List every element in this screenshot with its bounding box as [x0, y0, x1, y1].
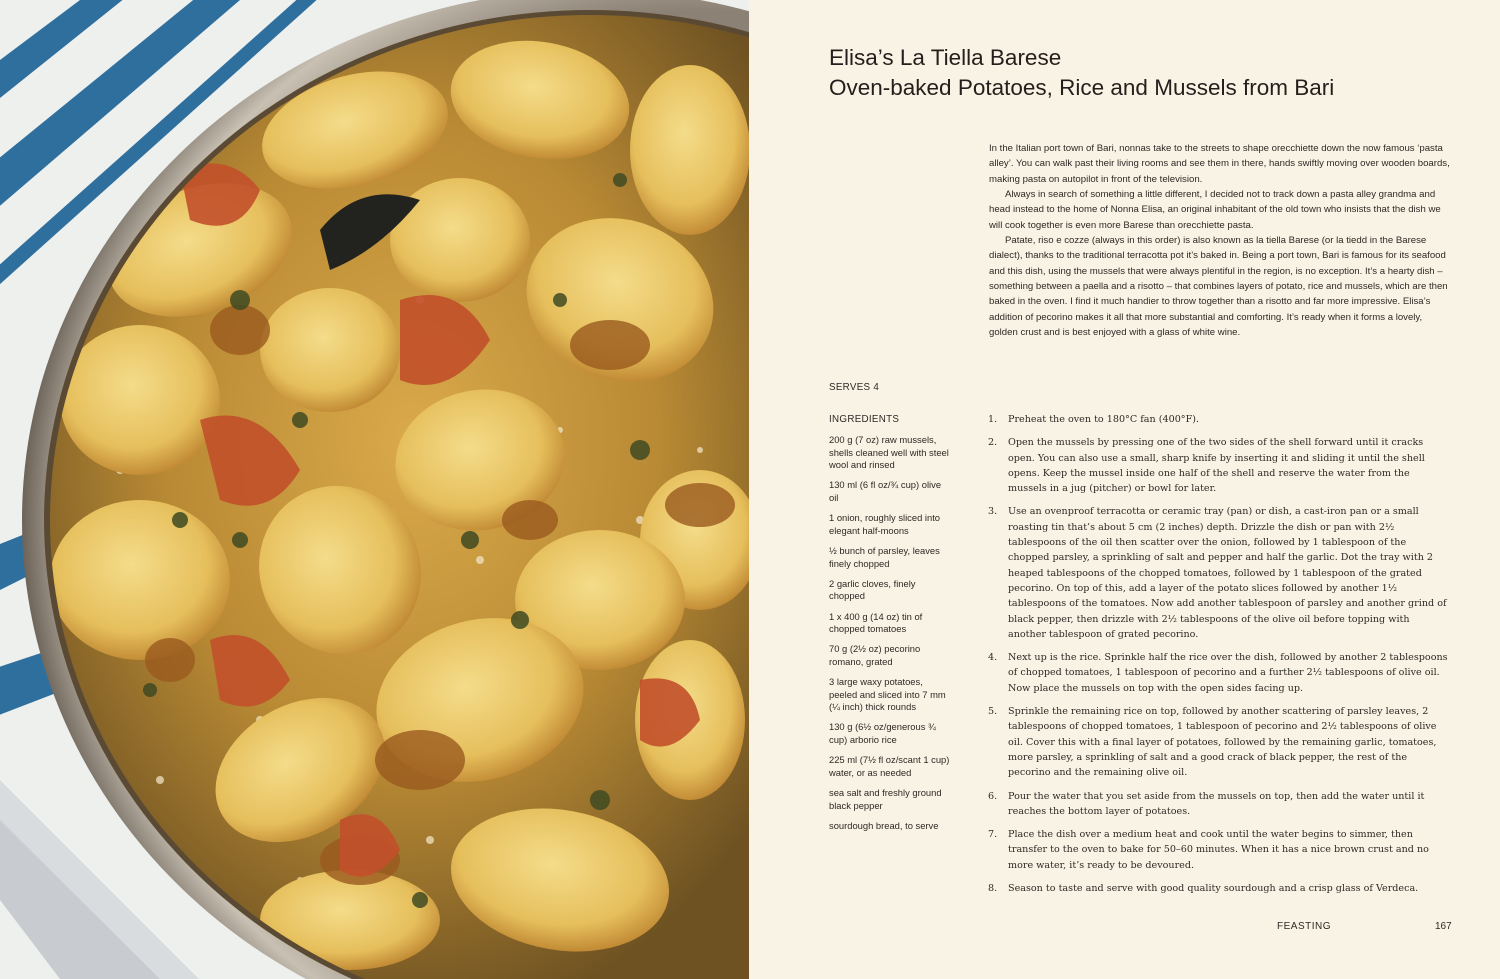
step-number: 8.	[988, 883, 998, 895]
ingredients-list	[829, 434, 951, 840]
recipe-subtitle: Oven-baked Potatoes, Rice and Mussels from Bari	[829, 75, 1335, 100]
step-number: 4.	[988, 652, 998, 664]
ingredient-item: sourdough bread, to serve	[829, 819, 939, 831]
intro-paragraph: Always in search of something a little different, I decided not to track down a pasta alley grandma and head instead to the home of Nonna Elisa, an original inhabitant of the old town who insists that the dish we will cook together is even more Barese than orecchiette pasta.	[989, 189, 1441, 231]
step-text: Use an ovenproof terracotta or ceramic tray (pan) or dish, a cast-iron pan or a small roasting tin that’s about 5 cm (2 inches) depth. Drizzle the dish or pan with 2½ tablespoons of the oil then scatter over the onion, followed by 1 tablespoon of the chopped parsley, a sprinkling of salt and pepper and half the garlic. Dot the tray with 2 heaped tablespoons of the chopped tomatoes, followed by 1 tablespoon of the grated pecorino. On top of this, add a layer of the potato slices followed by another 1½ tablespoons of the tomatoes. Now add another tablespoon of parsley and another grind of black pepper, then drizzle with 2½ tablespoons of the olive oil before topping with another tablespoon of grated pecorino.	[1008, 506, 1447, 640]
recipe-intro	[989, 141, 1451, 340]
step-number: 1.	[988, 414, 998, 425]
recipe-page	[749, 0, 1500, 979]
step-number: 7.	[988, 829, 998, 841]
step-text: Preheat the oven to 180°C fan (400°F).	[1008, 414, 1200, 425]
method-steps	[988, 412, 1450, 904]
method-step	[988, 650, 1450, 696]
ingredient-item: 200 g (7 oz) raw mussels, shells cleaned well with steel wool and rinsed	[829, 434, 949, 471]
ingredient-item: 225 ml (7½ fl oz/scant 1 cup) water, or as needed	[829, 754, 950, 778]
step-number: 5.	[988, 706, 998, 718]
method-step	[988, 412, 1450, 427]
ingredient-item: 1 onion, roughly sliced into elegant half-moons	[829, 512, 941, 536]
page-number: 167	[1435, 921, 1452, 932]
step-text: Sprinkle the remaining rice on top, followed by another scattering of parsley leaves, 2 tablespoons of chopped tomatoes, 1 tablespoon of pecorino and 2½ tablespoons of olive oil. Cover this with a final layer of potatoes, followed by the remaining garlic, tomatoes, more parsley, a sprinkling of salt and a good crack of black pepper, the rest of the pecorino and the remaining olive oil.	[1008, 706, 1437, 779]
method-step	[988, 881, 1450, 896]
method-step	[988, 827, 1450, 873]
step-text: Pour the water that you set aside from the mussels on top, then add the water until it reaches the bottom layer of potatoes.	[1008, 790, 1425, 817]
ingredient-item: 70 g (2½ oz) pecorino romano, grated	[829, 643, 921, 667]
ingredient-item: 1 x 400 g (14 oz) tin of chopped tomatoes	[829, 610, 923, 635]
step-text: Place the dish over a medium heat and cook until the water begins to simmer, then transfer to the oven to bake for 50–60 minutes. When it has a nice brown crust and no more water, it’s ready to be devoured.	[1008, 829, 1429, 871]
step-text: Next up is the rice. Sprinkle half the rice over the dish, followed by another 2 tablespoons of chopped tomatoes, 1 tablespoon of pecorino and a further 2½ tablespoons of olive oil. Now place the mussels on top with the open sides facing up.	[1008, 652, 1448, 694]
recipe-photo	[0, 0, 749, 979]
ingredient-item: ½ bunch of parsley, leaves finely chopped	[829, 544, 940, 569]
method-step	[988, 789, 1450, 820]
step-text: Season to taste and serve with good quality sourdough and a crisp glass of Verdeca.	[1008, 883, 1419, 895]
method-step	[988, 504, 1450, 642]
ingredient-item: 130 ml (6 fl oz/¾ cup) olive oil	[829, 479, 942, 503]
ingredient-item: sea salt and freshly ground black pepper	[829, 787, 942, 811]
step-number: 3.	[988, 506, 998, 518]
intro-paragraph: Patate, riso e cozze (always in this order) is also known as la tiella Barese (or la tiedd in the Barese dialect), thanks to the traditional terracotta pot it’s baked in. Being a port town, Bari is famous for its seafood and this dish, using the mussels that were always plentiful in the region, is no exception. It’s a hearty dish – something between a paella and a risotto – that combines layers of potato, rice and mussels, which are then baked in the oven. I find it much handier to throw together than a risotto and far more impressive. Elisa’s addition of pecorino makes it all that more substantial and comforting. It’s ready when it forms a lovely, golden crust and is best enjoyed with a glass of white wine.	[989, 235, 1448, 339]
intro-paragraph: In the Italian port town of Bari, nonnas take to the streets to shape orecchiette down the now famous ‘pasta alley’. You can walk past their living rooms and see them in there, hands swiftly moving over wooden boards, making pasta on autopilot in front of the television.	[989, 143, 1450, 185]
step-number: 2.	[988, 437, 998, 449]
serves-label: SERVES 4	[829, 382, 880, 393]
running-footer-section: FEASTING	[1277, 921, 1332, 932]
step-number: 6.	[988, 790, 998, 802]
method-step	[988, 435, 1450, 496]
method-step	[988, 704, 1450, 780]
ingredients-heading: INGREDIENTS	[829, 414, 900, 425]
recipe-title: Elisa’s La Tiella Barese	[829, 45, 1062, 70]
ingredient-item: 130 g (6½ oz/generous ¾ cup) arborio rice	[829, 721, 936, 746]
ingredient-item: 2 garlic cloves, finely chopped	[829, 577, 916, 602]
tiella-dish-illustration	[0, 0, 749, 979]
step-text: Open the mussels by pressing one of the two sides of the shell forward until it cracks open. You can also use a small, sharp knife by inserting it and sliding it until the shell opens. Keep the mussel inside one half of the shell and reserve the water from the mussels in a jug (pitcher) or bowl for later.	[1008, 437, 1425, 495]
ingredient-item: 3 large waxy potatoes, peeled and sliced into 7 mm (¼ inch) thick rounds	[829, 676, 946, 713]
